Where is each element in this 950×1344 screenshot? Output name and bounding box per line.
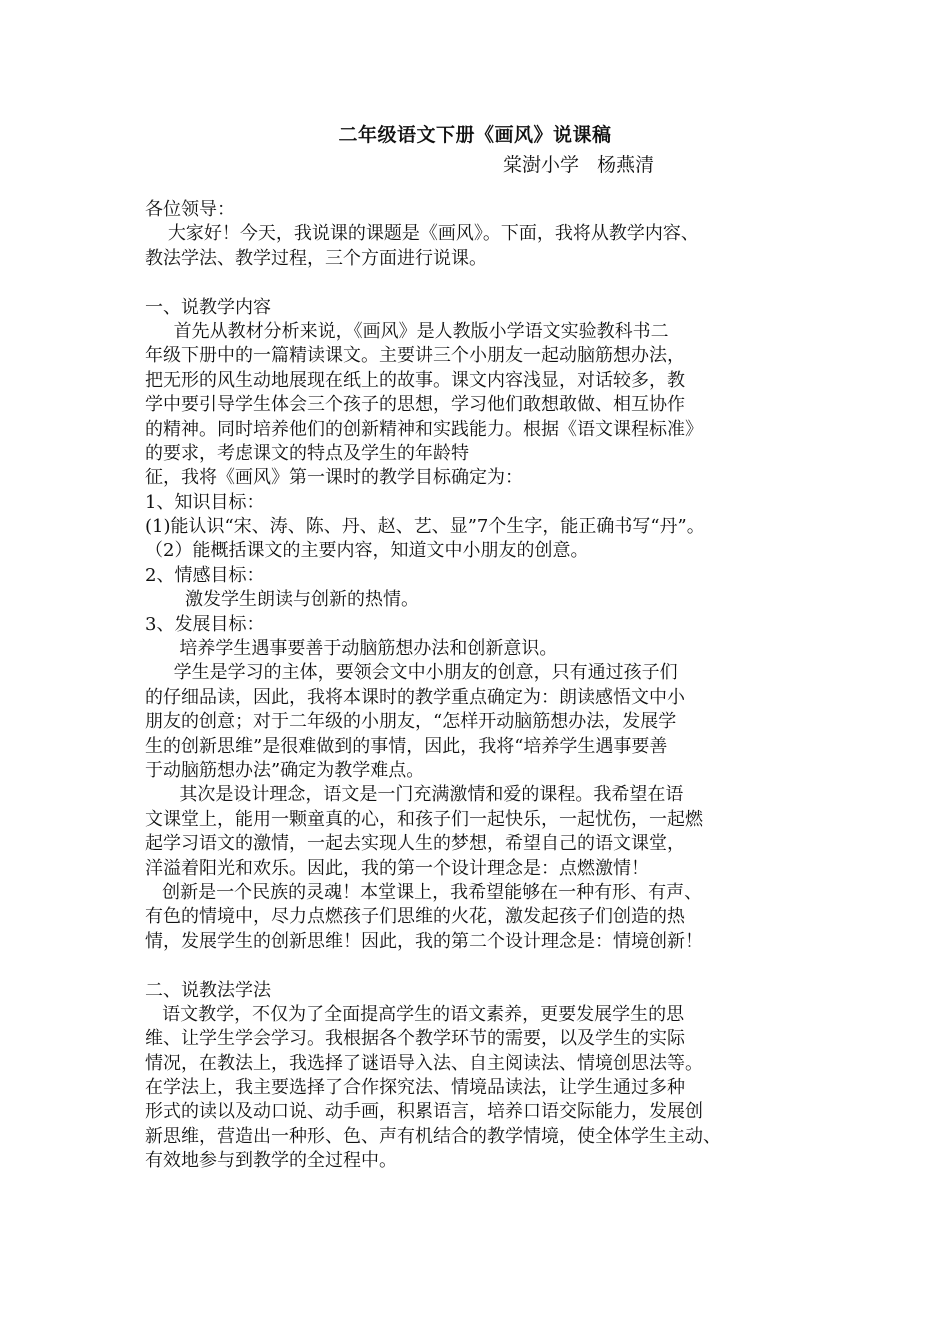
document-body [145,198,825,1174]
text-line: 创新是一个民族的灵魂！本堂课上，我希望能够在一种有形、有声、 [145,881,703,903]
text-line: 一、说教学内容 [145,296,271,318]
text-line: 其次是设计理念，语文是一门充满激情和爱的课程。我希望在语 [145,784,684,806]
document-title: 二年级语文下册《画风》说课稿 [338,124,612,146]
text-line: 1、知识目标： [145,491,265,513]
text-line: 的精神。同时培养他们的创新精神和实践能力。根据《语文课程标准》 [145,418,703,440]
text-line: 大家好！今天，我说课的课题是《画风》。下面，我将从教学内容、 [145,223,699,245]
text-line: 新思维，营造出一种形、色、声有机结合的教学情境，使全体学生主动、 [145,1125,721,1147]
text-line: 3、发展目标： [145,613,265,635]
text-line: 起学习语文的激情，一起去实现人生的梦想，希望自己的语文课堂， [145,833,685,855]
text-line: 情况，在教法上，我选择了谜语导入法、自主阅读法、情境创思法等。 [145,1052,703,1074]
text-line: 首先从教材分析来说，《画风》是人教版小学语文实验教科书二 [145,320,669,342]
text-line: （2）能概括课文的主要内容，知道文中小朋友的创意。 [145,540,589,562]
text-line: 2、情感目标： [145,564,265,586]
text-line: 教法学法、教学过程，三个方面进行说课。 [145,247,487,269]
text-line: 语文教学，不仅为了全面提高学生的语文素养，更要发展学生的思 [145,1003,685,1025]
text-line: 有效地参与到教学的全过程中。 [145,1150,397,1172]
text-line: 征，我将《画风》第一课时的教学目标确定为： [145,467,523,489]
text-line: 培养学生遇事要善于动脑筋想办法和创新意识。 [145,638,558,660]
text-line: (1)能认识“宋、涛、陈、丹、赵、艺、显”7个生字，能正确书写“丹”。 [145,516,705,538]
text-line: 二、说教法学法 [145,979,271,1001]
text-line: 于动脑筋想办法”确定为教学难点。 [145,759,425,781]
text-line: 有色的情境中，尽力点燃孩子们思维的火花，激发起孩子们创造的热 [145,906,685,928]
document-byline: 棠澍小学 杨燕清 [503,154,655,176]
text-line: 年级下册中的一篇精读课文。主要讲三个小朋友一起动脑筋想办法， [145,345,685,367]
text-line: 形式的读以及动口说、动手画，积累语言，培养口语交际能力，发展创 [145,1101,703,1123]
text-line: 把无形的风生动地展现在纸上的故事。课文内容浅显，对话较多，教 [145,369,685,391]
text-line: 情，发展学生的创新思维！因此，我的第二个设计理念是：情境创新！ [145,930,703,952]
text-line: 学中要引导学生体会三个孩子的思想，学习他们敢想敢做、相互协作 [145,394,685,416]
text-line: 的要求，考虑课文的特点及学生的年龄特 [145,442,469,464]
text-line: 各位领导： [145,199,235,220]
text-line: 朋友的创意；对于二年级的小朋友，“怎样开动脑筋想办法，发展学 [145,711,677,733]
text-line: 学生是学习的主体，要领会文中小朋友的创意，只有通过孩子们 [145,662,678,684]
text-line: 文课堂上，能用一颗童真的心，和孩子们一起快乐，一起忧伤，一起燃 [145,808,703,830]
text-line: 洋溢着阳光和欢乐。因此，我的第一个设计理念是：点燃激情！ [145,857,649,879]
text-line: 生的创新思维”是很难做到的事情，因此，我将“培养学生遇事要善 [145,735,668,757]
blank-line [145,954,825,978]
text-line: 维、让学生学会学习。我根据各个教学环节的需要，以及学生的实际 [145,1028,685,1050]
blank-line [145,271,825,295]
text-line: 激发学生朗读与创新的热情。 [145,589,420,611]
text-line: 在学法上，我主要选择了合作探究法、情境品读法，让学生通过多种 [145,1077,685,1099]
text-line: 的仔细品读，因此，我将本课时的教学重点确定为：朗读感悟文中小 [145,686,685,708]
